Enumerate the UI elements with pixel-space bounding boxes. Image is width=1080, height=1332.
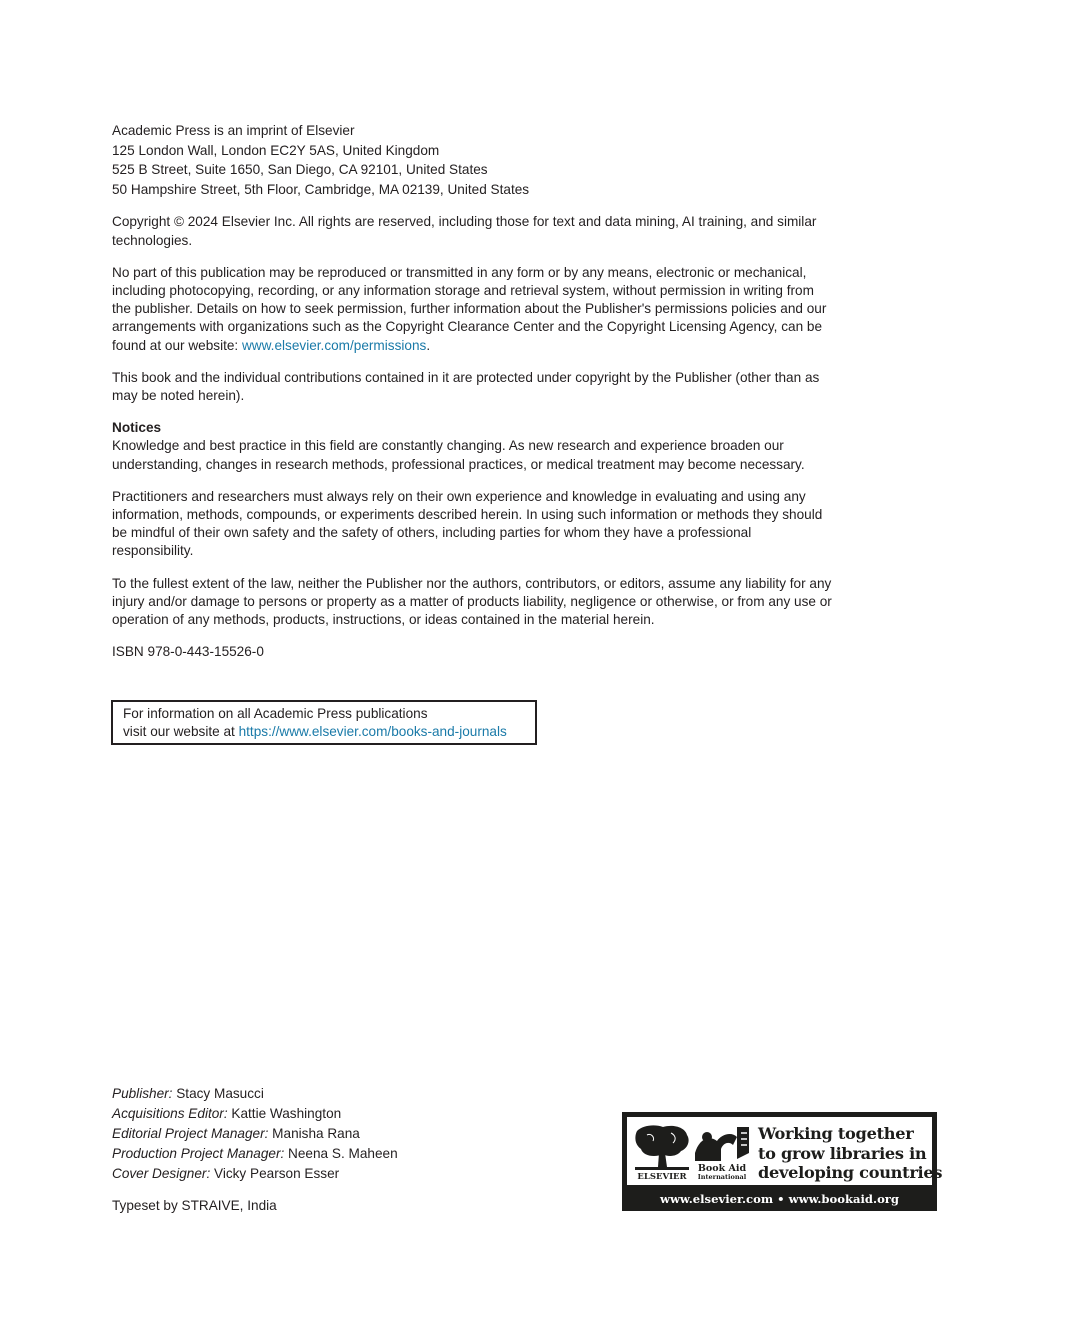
book-aid-figure-icon	[695, 1127, 749, 1161]
notices-section	[112, 419, 832, 474]
credit-production-project-manager	[112, 1144, 398, 1164]
credit-name: Neena S. Maheen	[284, 1146, 398, 1161]
credit-role: Editorial Project Manager:	[112, 1126, 269, 1141]
typeset-credit: Typeset by STRAIVE, India	[112, 1198, 277, 1213]
credit-name: Kattie Washington	[227, 1106, 342, 1121]
book-aid-logo-label: Book Aid	[697, 1163, 747, 1174]
permissions-link[interactable]: www.elsevier.com/permissions	[241, 337, 427, 353]
isbn: ISBN 978-0-443-15526-0	[112, 644, 264, 660]
credit-acquisitions-editor	[112, 1104, 398, 1124]
elsevier-bookaid-logos	[633, 1123, 753, 1181]
info-box-line-2	[123, 723, 525, 741]
address-london: 125 London Wall, London EC2Y 5AS, United Kingdom	[112, 142, 440, 158]
address-san-diego: 525 B Street, Suite 1650, San Diego, CA 92101, United States	[112, 162, 488, 178]
info-box-prefix: visit our website at	[123, 724, 239, 740]
elsevier-tree-icon	[635, 1125, 689, 1170]
books-and-journals-link[interactable]: https://www.elsevier.com/books-and-journals	[238, 724, 507, 740]
credit-name: Stacy Masucci	[172, 1086, 264, 1101]
tagline-line-3: developing countries	[758, 1163, 943, 1182]
permissions-paragraph	[112, 264, 832, 355]
book-aid-urls: www.elsevier.com • www.bookaid.org	[659, 1192, 900, 1206]
tagline-line-1: Working together	[758, 1124, 914, 1143]
credit-name: Vicky Pearson Esser	[210, 1166, 340, 1181]
imprint-block	[112, 121, 832, 199]
address-cambridge: 50 Hampshire Street, 5th Floor, Cambridge, MA 02139, United States	[112, 181, 530, 197]
elsevier-logo-label: ELSEVIER	[637, 1172, 687, 1181]
credit-editorial-project-manager	[112, 1124, 398, 1144]
credits-block	[112, 1084, 398, 1184]
main-text-block	[112, 121, 832, 675]
protection-paragraph: This book and the individual contributions contained in it are protected under copyright by the Publisher (other than as may be noted herein).	[112, 369, 820, 403]
imprint-line: Academic Press is an imprint of Elsevier	[112, 123, 355, 138]
book-aid-logo-sublabel: International	[697, 1173, 747, 1181]
copyright-statement: Copyright © 2024 Elsevier Inc. All rights are reserved, including those for text and data mining, AI training, and similar technologies.	[112, 214, 817, 248]
credit-role: Production Project Manager:	[112, 1146, 285, 1161]
book-aid-panel	[627, 1117, 943, 1206]
credit-name: Manisha Rana	[268, 1126, 360, 1141]
notices-paragraph-2: Practitioners and researchers must always rely on their own experience and knowledge in evaluating and using any information, methods, compounds, or experiments described herein. In using such information or methods they should be mindful of their own safety and the safety of others, including parties for whom they have a professional responsibility.	[112, 488, 823, 559]
notices-paragraph-1: Knowledge and best practice in this field are constantly changing. As new research and experience broaden our understanding, changes in research methods, professional practices, or medical treatment may become necessary.	[112, 438, 805, 472]
book-aid-tagline	[758, 1124, 943, 1183]
permissions-end: .	[426, 337, 431, 353]
credit-role: Cover Designer:	[112, 1166, 211, 1181]
info-box-line-1: For information on all Academic Press publications	[123, 706, 428, 721]
credit-cover-designer	[112, 1164, 398, 1184]
permissions-text: No part of this publication may be reproduced or transmitted in any form or by any means, electronic or mechanical, including photocopying, recording, or any information storage and retrieval system, without permission in writing from the publisher. Details on how to seek permission, further information about the Publisher's permissions policies and our arrangements with organizations such as the Copyright Clearance Center and the Copyright Licensing Agency, can be found at our website:	[112, 264, 827, 353]
credit-publisher	[112, 1084, 398, 1104]
book-aid-banner	[622, 1112, 943, 1211]
credit-role: Publisher:	[112, 1086, 173, 1101]
notices-paragraph-3: To the fullest extent of the law, neither the Publisher nor the authors, contributors, or editors, assume any liability for any injury and/or damage to persons or property as a matter of products liability, negligence or otherwise, or from any use or operation of any methods, products, instructions, or ideas contained in the material herein.	[112, 575, 832, 628]
credit-role: Acquisitions Editor:	[112, 1106, 228, 1121]
info-box	[111, 700, 537, 745]
notices-heading: Notices	[112, 420, 162, 436]
tagline-line-2: to grow libraries in	[758, 1143, 927, 1163]
